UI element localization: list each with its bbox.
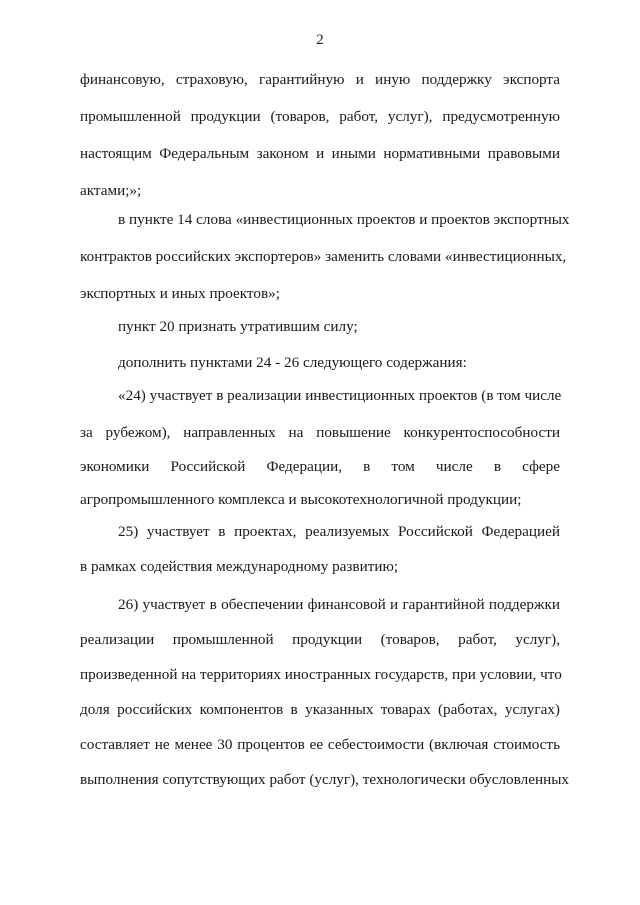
text-line: настоящим Федеральным законом и иными нормативными правовыми (80, 145, 560, 162)
text-line: экономики Российской Федерации, в том числе в сфере (80, 458, 560, 475)
text-line: в рамках содействия международному развитию; (80, 558, 399, 575)
text-line: произведенной на территориях иностранных государств, при условии, что (80, 666, 562, 683)
text-line: дополнить пунктами 24 - 26 следующего содержания: (118, 354, 467, 371)
text-line: 25) участвует в проектах, реализуемых Российской Федерацией (118, 523, 560, 540)
text-line: реализации промышленной продукции (товаров, работ, услуг), (80, 631, 560, 648)
text-line: 26) участвует в обеспечении финансовой и гарантийной поддержки (118, 596, 560, 613)
text-line: «24) участвует в реализации инвестиционных проектов (в том числе (118, 387, 562, 404)
text-line: в пункте 14 слова «инвестиционных проектов и проектов экспортных (118, 211, 570, 228)
text-line: выполнения сопутствующих работ (услуг), технологически обусловленных (80, 771, 569, 788)
text-line: за рубежом), направленных на повышение конкурентоспособности (80, 424, 560, 441)
text-line: составляет не менее 30 процентов ее себестоимости (включая стоимость (80, 736, 560, 753)
text-line: пункт 20 признать утратившим силу; (118, 318, 358, 335)
text-line: актами;»; (80, 182, 142, 199)
text-line: экспортных и иных проектов»; (80, 285, 280, 302)
text-line: промышленной продукции (товаров, работ, услуг), предусмотренную (80, 108, 560, 125)
text-line: финансовую, страховую, гарантийную и иную поддержку экспорта (80, 71, 560, 88)
text-line: доля российских компонентов в указанных товарах (работах, услугах) (80, 701, 560, 718)
page-number: 2 (316, 32, 324, 48)
text-line: контрактов российских экспортеров» заменить словами «инвестиционных, (80, 248, 567, 265)
text-line: агропромышленного комплекса и высокотехнологичной продукции; (80, 491, 522, 508)
